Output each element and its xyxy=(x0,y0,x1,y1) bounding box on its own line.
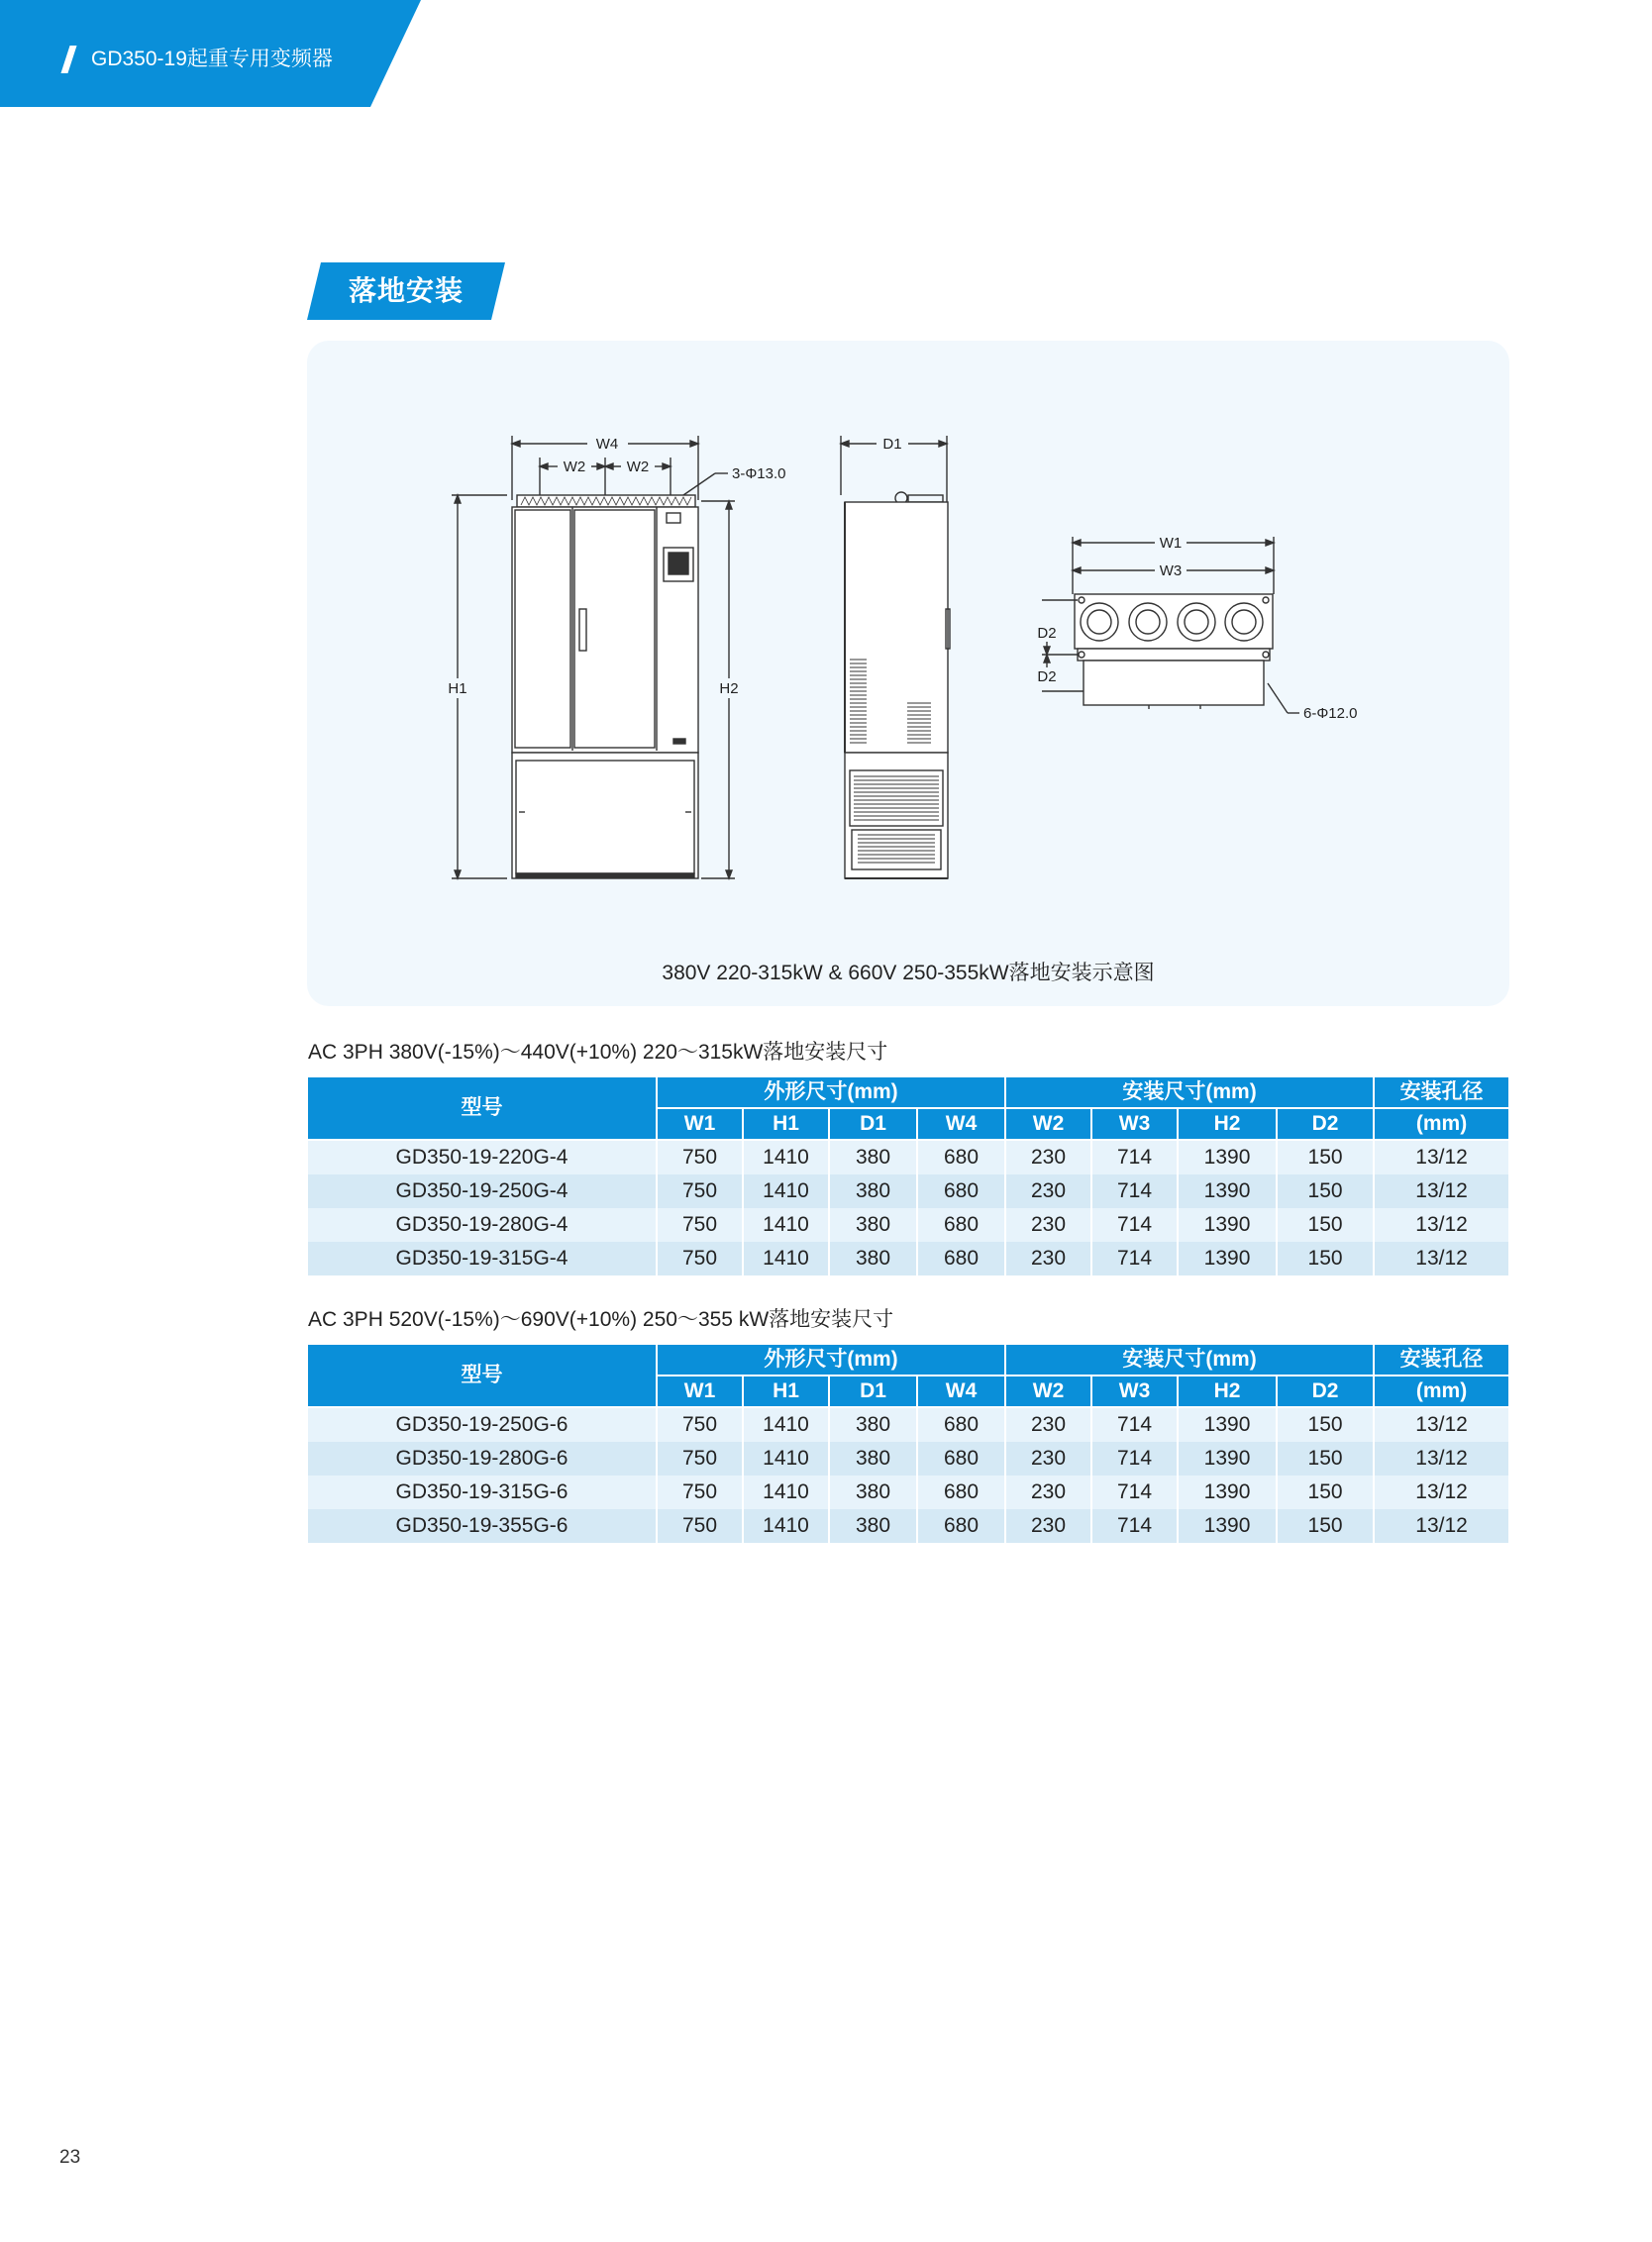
header-outer-dims: 外形尺寸(mm) xyxy=(657,1345,1005,1376)
cell-model: GD350-19-315G-6 xyxy=(308,1476,657,1509)
cell-w3: 714 xyxy=(1091,1509,1178,1543)
header-title: GD350-19起重专用变频器 xyxy=(91,48,333,70)
cell-hole: 13/12 xyxy=(1374,1242,1509,1275)
cell-w1: 750 xyxy=(657,1442,743,1476)
header-col-h2: H2 xyxy=(1178,1376,1277,1407)
cell-w4: 680 xyxy=(917,1442,1005,1476)
header-col-h1: H1 xyxy=(743,1376,829,1407)
table-1 xyxy=(308,1077,1510,1275)
header-col-w4: W4 xyxy=(917,1376,1005,1407)
cell-w3: 714 xyxy=(1091,1140,1178,1174)
cell-w3: 714 xyxy=(1091,1442,1178,1476)
table-2-caption: AC 3PH 520V(-15%)～690V(+10%) 250～355 kW落地安装尺寸 xyxy=(308,1308,894,1331)
header-col-d1: D1 xyxy=(829,1376,917,1407)
cell-d2: 150 xyxy=(1277,1407,1374,1442)
header-hole-unit: (mm) xyxy=(1374,1376,1509,1407)
cell-model: GD350-19-280G-6 xyxy=(308,1442,657,1476)
cell-h2: 1390 xyxy=(1178,1442,1277,1476)
cell-d2: 150 xyxy=(1277,1208,1374,1242)
cell-d2: 150 xyxy=(1277,1140,1374,1174)
cell-w3: 714 xyxy=(1091,1407,1178,1442)
header-model: 型号 xyxy=(308,1345,657,1407)
header-col-h1: H1 xyxy=(743,1108,829,1140)
table-1-caption: AC 3PH 380V(-15%)～440V(+10%) 220～315kW落地安装尺寸 xyxy=(308,1041,888,1064)
cell-h1: 1410 xyxy=(743,1509,829,1543)
cell-d1: 380 xyxy=(829,1208,917,1242)
cell-w2: 230 xyxy=(1005,1140,1091,1174)
label-d1: D1 xyxy=(882,436,902,453)
cell-model: GD350-19-250G-4 xyxy=(308,1174,657,1208)
cell-d2: 150 xyxy=(1277,1242,1374,1275)
header-col-w3: W3 xyxy=(1091,1108,1178,1140)
header-col-d2: D2 xyxy=(1277,1376,1374,1407)
header-hole-size: 安装孔径 xyxy=(1374,1077,1509,1108)
cell-w4: 680 xyxy=(917,1140,1005,1174)
cell-hole: 13/12 xyxy=(1374,1140,1509,1174)
table-row xyxy=(308,1442,1509,1476)
cell-model: GD350-19-355G-6 xyxy=(308,1509,657,1543)
cell-d2: 150 xyxy=(1277,1174,1374,1208)
cell-hole: 13/12 xyxy=(1374,1442,1509,1476)
cell-w4: 680 xyxy=(917,1208,1005,1242)
header-hole-unit: (mm) xyxy=(1374,1108,1509,1140)
cell-w2: 230 xyxy=(1005,1476,1091,1509)
cell-w2: 230 xyxy=(1005,1242,1091,1275)
side-view xyxy=(841,436,950,878)
cell-h2: 1390 xyxy=(1178,1407,1277,1442)
cell-hole: 13/12 xyxy=(1374,1509,1509,1543)
label-holes-top: 3-Φ13.0 xyxy=(732,465,786,482)
cell-d2: 150 xyxy=(1277,1442,1374,1476)
label-d2-top: D2 xyxy=(1037,625,1057,642)
header-col-w4: W4 xyxy=(917,1108,1005,1140)
cell-hole: 13/12 xyxy=(1374,1208,1509,1242)
cell-w2: 230 xyxy=(1005,1509,1091,1543)
cell-model: GD350-19-220G-4 xyxy=(308,1140,657,1174)
table-row xyxy=(308,1476,1509,1509)
header-col-h2: H2 xyxy=(1178,1108,1277,1140)
cell-d1: 380 xyxy=(829,1174,917,1208)
cell-w3: 714 xyxy=(1091,1208,1178,1242)
cell-w1: 750 xyxy=(657,1242,743,1275)
cell-w1: 750 xyxy=(657,1476,743,1509)
header-mount-dims: 安装尺寸(mm) xyxy=(1005,1077,1374,1108)
cell-h2: 1390 xyxy=(1178,1509,1277,1543)
cell-d1: 380 xyxy=(829,1407,917,1442)
cell-h1: 1410 xyxy=(743,1174,829,1208)
cell-hole: 13/12 xyxy=(1374,1407,1509,1442)
label-d2-bottom: D2 xyxy=(1037,668,1057,685)
header-hole-size: 安装孔径 xyxy=(1374,1345,1509,1376)
cell-w4: 680 xyxy=(917,1174,1005,1208)
cell-h1: 1410 xyxy=(743,1140,829,1174)
front-view xyxy=(448,436,785,878)
cell-w4: 680 xyxy=(917,1407,1005,1442)
cell-h1: 1410 xyxy=(743,1442,829,1476)
cell-w4: 680 xyxy=(917,1476,1005,1509)
label-w2-left: W2 xyxy=(563,459,586,475)
cell-h1: 1410 xyxy=(743,1242,829,1275)
cell-h2: 1390 xyxy=(1178,1476,1277,1509)
cell-h1: 1410 xyxy=(743,1208,829,1242)
cell-d1: 380 xyxy=(829,1140,917,1174)
cell-model: GD350-19-250G-6 xyxy=(308,1407,657,1442)
cell-d1: 380 xyxy=(829,1476,917,1509)
diagram-caption: 380V 220-315kW & 660V 250-355kW落地安装示意图 xyxy=(662,962,1155,984)
cell-w1: 750 xyxy=(657,1174,743,1208)
cell-hole: 13/12 xyxy=(1374,1174,1509,1208)
cell-w2: 230 xyxy=(1005,1407,1091,1442)
installation-diagram xyxy=(0,0,1652,1010)
header-col-w2: W2 xyxy=(1005,1376,1091,1407)
header-mount-dims: 安装尺寸(mm) xyxy=(1005,1345,1374,1376)
cell-h2: 1390 xyxy=(1178,1174,1277,1208)
cell-model: GD350-19-280G-4 xyxy=(308,1208,657,1242)
table-2 xyxy=(308,1345,1510,1543)
cell-d2: 150 xyxy=(1277,1509,1374,1543)
cell-w3: 714 xyxy=(1091,1174,1178,1208)
cell-w1: 750 xyxy=(657,1140,743,1174)
header-col-w1: W1 xyxy=(657,1108,743,1140)
label-h1: H1 xyxy=(448,680,467,697)
label-h2: H2 xyxy=(719,680,739,697)
cell-d1: 380 xyxy=(829,1442,917,1476)
header-col-d1: D1 xyxy=(829,1108,917,1140)
cell-h1: 1410 xyxy=(743,1407,829,1442)
cell-w3: 714 xyxy=(1091,1242,1178,1275)
cell-w4: 680 xyxy=(917,1509,1005,1543)
cell-w1: 750 xyxy=(657,1509,743,1543)
header-col-w2: W2 xyxy=(1005,1108,1091,1140)
cell-h2: 1390 xyxy=(1178,1242,1277,1275)
page-number: 23 xyxy=(59,2147,81,2168)
label-w1: W1 xyxy=(1159,535,1183,552)
table-row xyxy=(308,1140,1509,1174)
cell-w3: 714 xyxy=(1091,1476,1178,1509)
label-holes-base: 6-Φ12.0 xyxy=(1303,705,1358,722)
header-col-d2: D2 xyxy=(1277,1108,1374,1140)
header-col-w3: W3 xyxy=(1091,1376,1178,1407)
cell-w2: 230 xyxy=(1005,1174,1091,1208)
table-row xyxy=(308,1174,1509,1208)
cell-model: GD350-19-315G-4 xyxy=(308,1242,657,1275)
label-w3: W3 xyxy=(1159,562,1183,579)
header-model: 型号 xyxy=(308,1077,657,1140)
cell-h1: 1410 xyxy=(743,1476,829,1509)
header-col-w1: W1 xyxy=(657,1376,743,1407)
label-w4: W4 xyxy=(595,436,619,453)
cell-w2: 230 xyxy=(1005,1442,1091,1476)
cell-w1: 750 xyxy=(657,1407,743,1442)
cell-w2: 230 xyxy=(1005,1208,1091,1242)
label-w2-right: W2 xyxy=(626,459,650,475)
cell-w4: 680 xyxy=(917,1242,1005,1275)
table-row xyxy=(308,1208,1509,1242)
section-title: 落地安装 xyxy=(349,275,465,306)
cell-hole: 13/12 xyxy=(1374,1476,1509,1509)
cell-h2: 1390 xyxy=(1178,1208,1277,1242)
cell-d1: 380 xyxy=(829,1509,917,1543)
cell-d2: 150 xyxy=(1277,1476,1374,1509)
base-view xyxy=(1037,535,1357,722)
cell-w1: 750 xyxy=(657,1208,743,1242)
table-row xyxy=(308,1509,1509,1543)
table-row xyxy=(308,1242,1509,1275)
cell-d1: 380 xyxy=(829,1242,917,1275)
cell-h2: 1390 xyxy=(1178,1140,1277,1174)
table-row xyxy=(308,1407,1509,1442)
header-outer-dims: 外形尺寸(mm) xyxy=(657,1077,1005,1108)
